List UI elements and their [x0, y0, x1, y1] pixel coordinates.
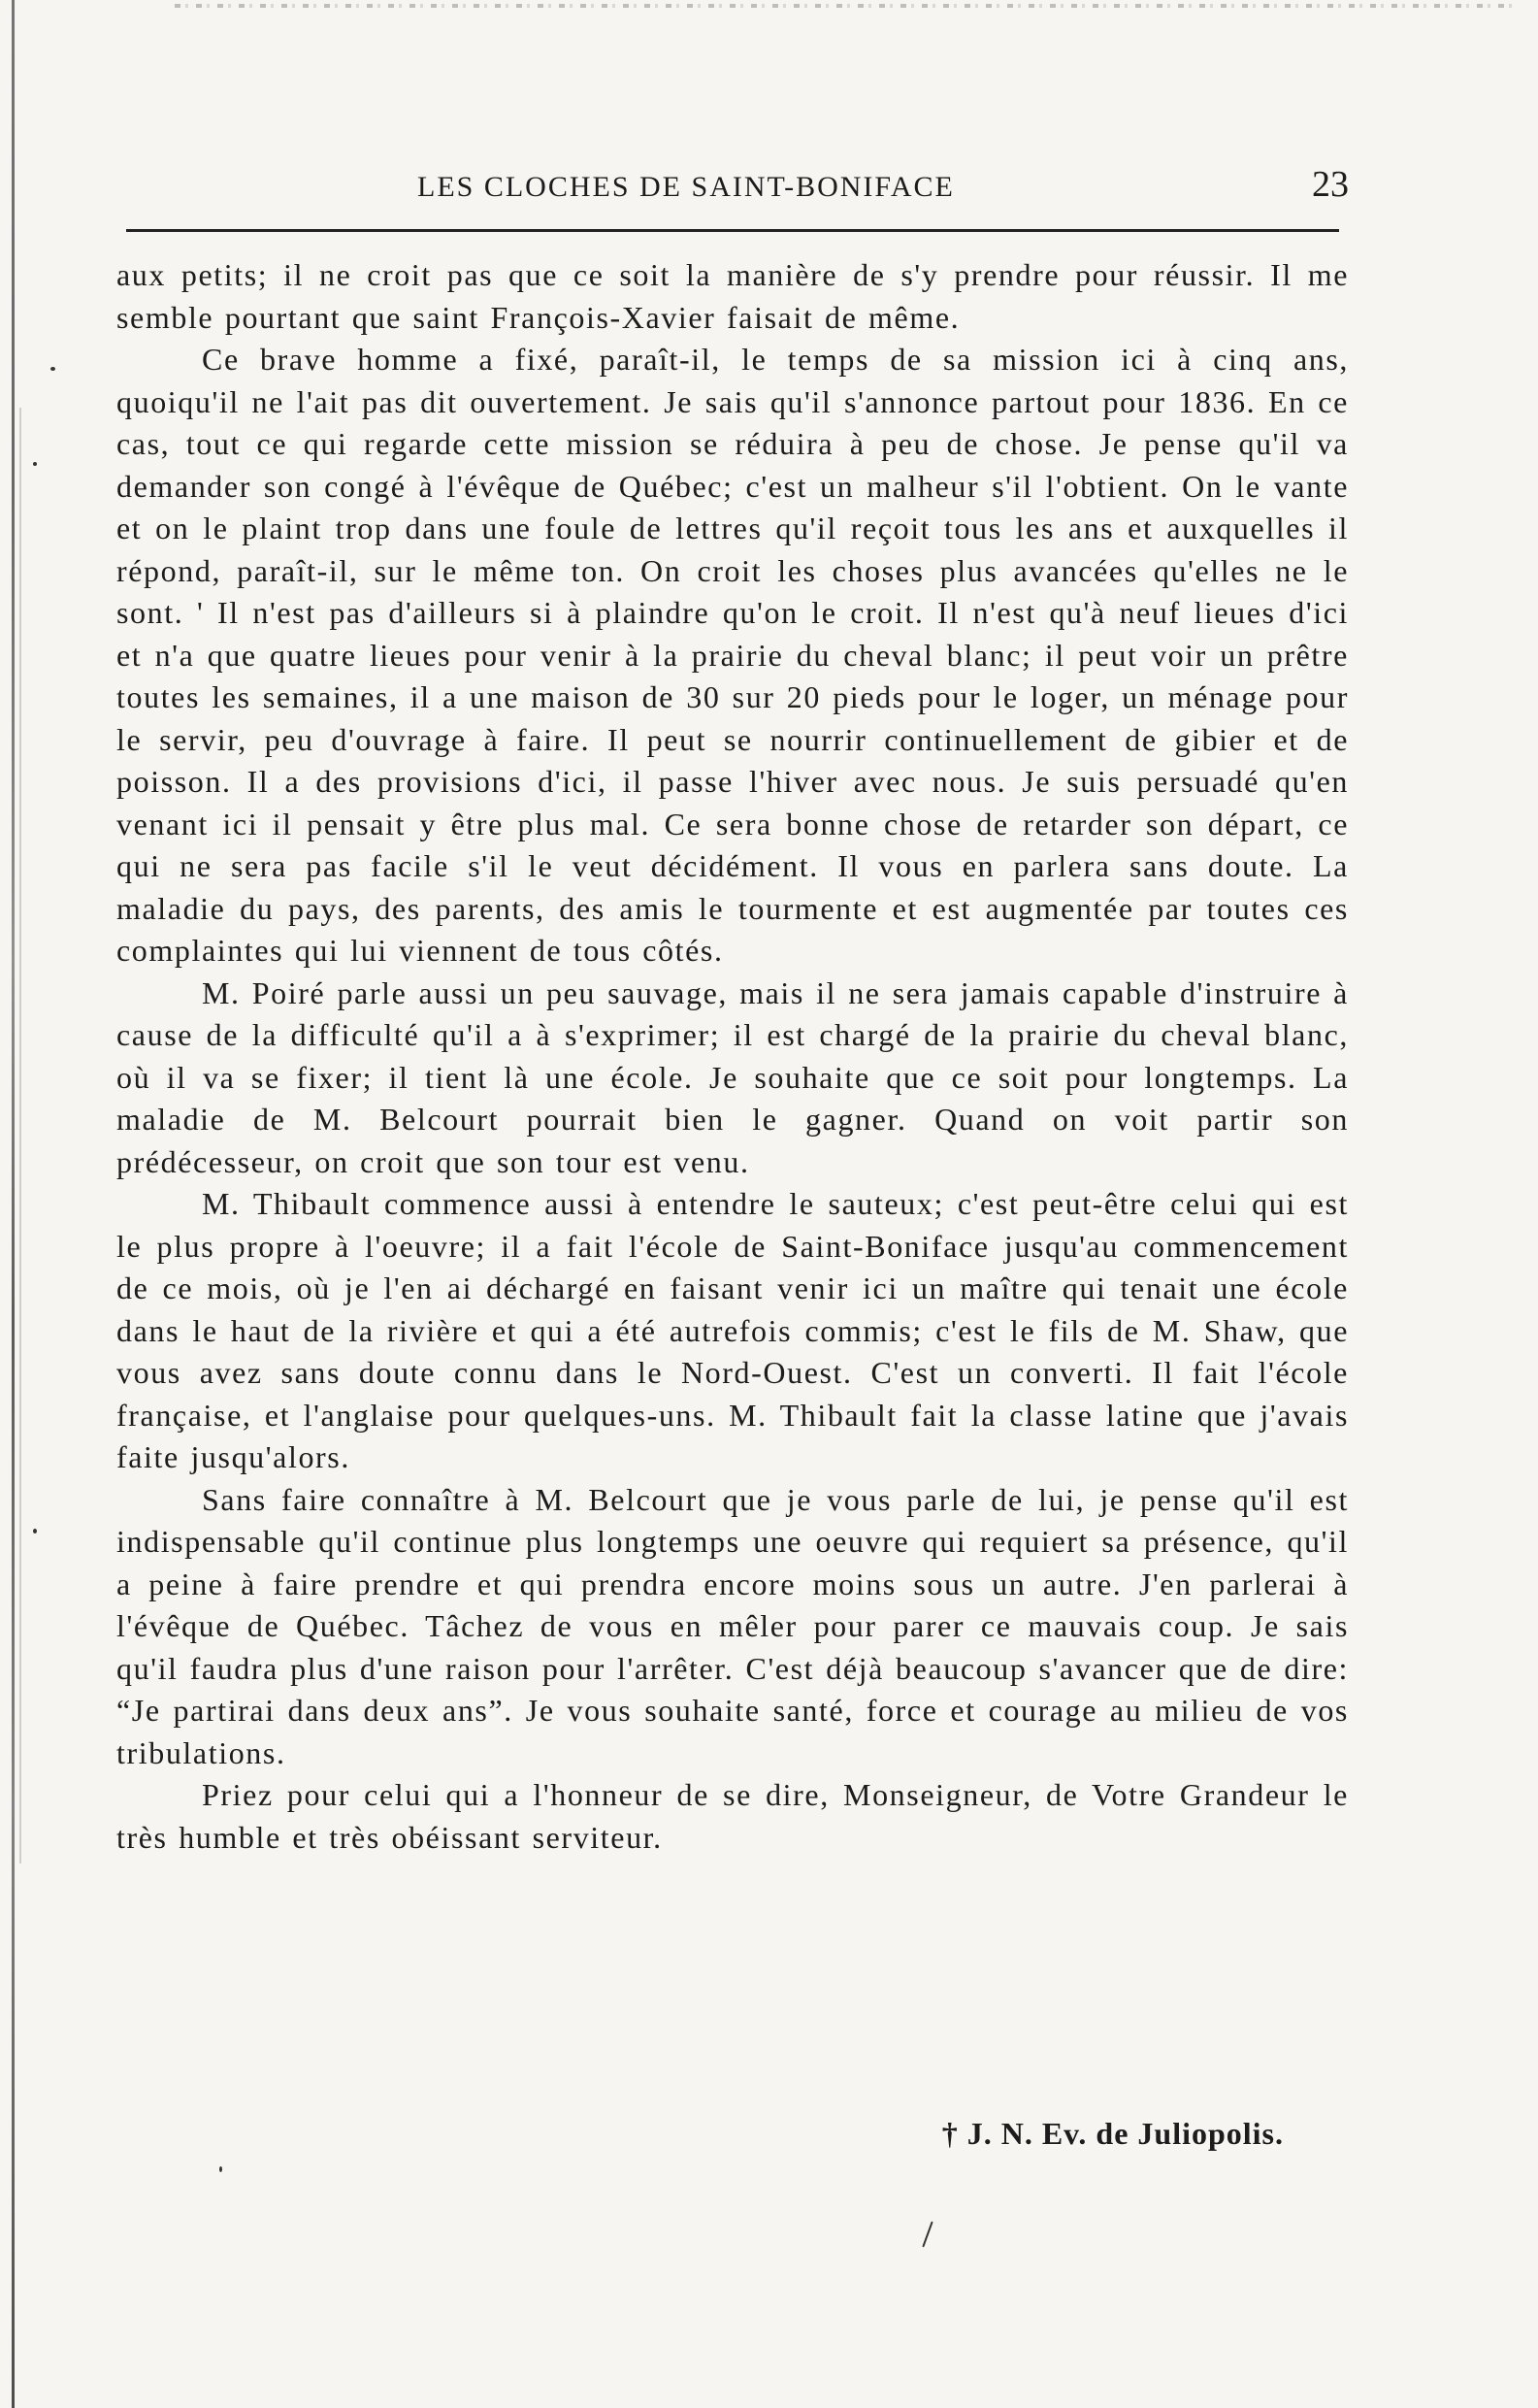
ink-speck	[219, 2166, 222, 2172]
ink-speck	[33, 1529, 37, 1534]
running-head-title: LES CLOCHES DE SAINT-BONIFACE	[417, 171, 955, 203]
paragraph-3: M. Poiré parle aussi un peu sauvage, mais il ne sera jamais capable d'instruire à cause de la difficulté qu'il a à s'exprimer; il est chargé de la prairie du cheval blanc, où il va se fixer; il tient là une école. Je souhaite que ce soit pour longtemps. La maladie de M. Belcourt pourrait bien le gagner. Quand on voit partir son prédécesseur, on croit que son tour est venu.	[116, 974, 1349, 1179]
signature: † J. N. Ev. de Juliopolis.	[941, 2116, 1284, 2151]
ink-speck	[922, 2222, 933, 2248]
paragraph-1: aux petits; il ne croit pas que ce soit la manière de s'y prendre pour réussir. Il me semble pourtant que saint François-Xavier faisait de même.	[116, 257, 1349, 335]
ink-speck	[50, 367, 55, 371]
scan-artifact-left-edge	[12, 0, 15, 2408]
paragraph-4: M. Thibault commence aussi à entendre le sauteux; c'est peut-être celui qui est le plus propre à l'oeuvre; il a fait l'école de Saint-Boniface jusqu'au commencement de ce mois, où je l'en ai déchargé en faisant venir ici un maître qui tenait une école dans le haut de la rivière et qui a été autrefois commis; c'est le fils de M. Shaw, que vous avez sans doute connu dans le Nord-Ouest. C'est un converti. Il fait l'école française, et l'anglaise pour quelques-uns. M. Thibault fait la classe latine que j'avais faite jusqu'alors.	[116, 1186, 1349, 1474]
body-text	[116, 254, 1349, 1859]
paragraph-2: Ce brave homme a fixé, paraît-il, le temps de sa mission ici à cinq ans, quoiqu'il ne l'ait pas dit ouvertement. Je sais qu'il s'annonce partout pour 1836. En ce cas, tout ce qui regarde cette mission se réduira à peu de chose. Je pense qu'il va demander son congé à l'évêque de Québec; c'est un malheur s'il l'obtient. On le vante et on le plaint trop dans une foule de lettres qu'il reçoit tous les ans et auxquelles il répond, paraît-il, sur le même ton. On croit les choses plus avancées qu'elles ne le sont. ' Il n'est pas d'ailleurs si à plaindre qu'on le croit. Il n'est qu'à neuf lieues d'ici et n'a que quatre lieues pour venir à la prairie du cheval blanc; il peut voir un prêtre toutes les semaines, il a une maison de 30 sur 20 pieds pour le loger, un ménage pour le servir, peu d'ouvrage à faire. Il peut se nourrir continuellement de gibier et de poisson. Il a des provisions d'ici, il passe l'hiver avec nous. Je suis persuadé qu'en venant ici il pensait y être plus mal. Ce sera bonne chose de retarder son départ, ce qui ne sera pas facile s'il le veut décidément. Il vous en parlera sans doute. La maladie du pays, des parents, des amis le tourmente et est augmentée par toutes ces complaintes qui lui viennent de tous côtés.	[116, 342, 1349, 968]
ink-speck	[33, 462, 37, 466]
scan-artifact-top	[175, 4, 1514, 8]
paragraph-6: Priez pour celui qui a l'honneur de se dire, Monseigneur, de Votre Grandeur le très humble et très obéissant serviteur.	[116, 1777, 1349, 1855]
paragraph-5: Sans faire connaître à M. Belcourt que je vous parle de lui, je pense qu'il est indispensable qu'il continue plus longtemps une oeuvre qui requiert sa présence, qu'il a peine à faire prendre et qui prendra encore moins sous un autre. J'en parlerai à l'évêque de Québec. Tâchez de vous en mêler pour parer ce mauvais coup. Je sais qu'il faudra plus d'une raison pour l'arrêter. C'est déjà beaucoup s'avancer que de dire: “Je partirai dans deux ans”. Je vous souhaite santé, force et courage au milieu de vos tribulations.	[116, 1481, 1349, 1770]
running-head	[126, 163, 1349, 221]
scan-artifact-left-shadow	[19, 408, 21, 1864]
header-rule	[126, 229, 1339, 232]
page-number: 23	[1312, 164, 1349, 205]
